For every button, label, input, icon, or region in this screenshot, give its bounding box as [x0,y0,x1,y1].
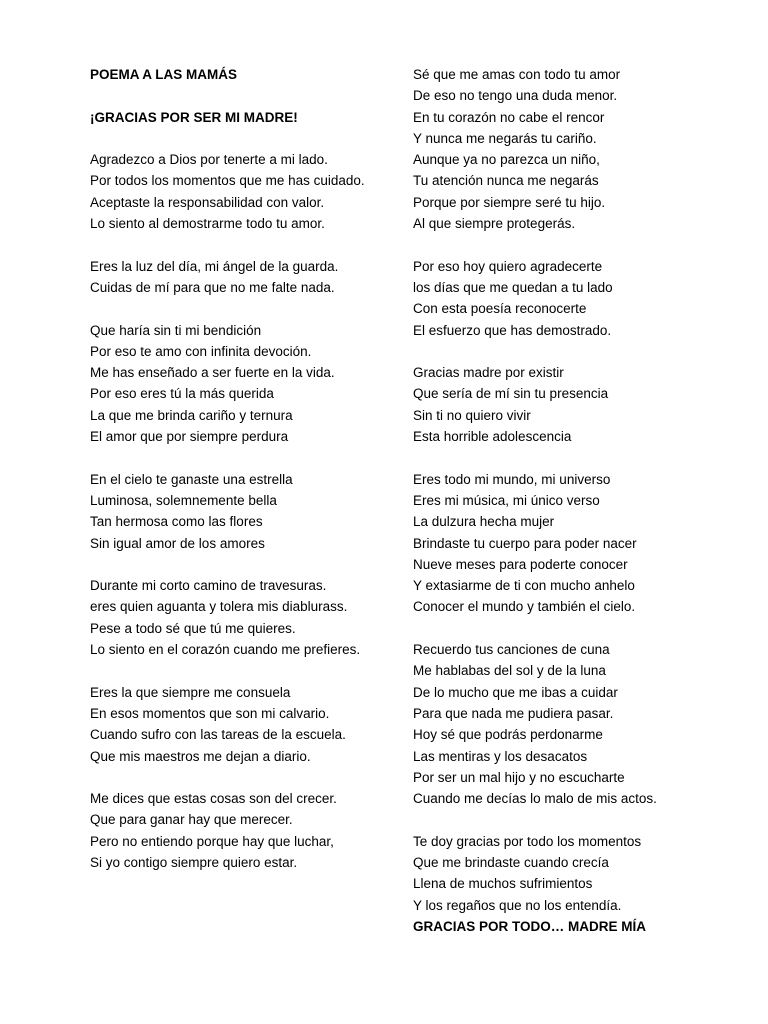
poem-line: En tu corazón no cabe el rencor [413,109,605,125]
poem-line: Durante mi corto camino de travesuras. [90,578,327,594]
poem-line: Cuando sufro con las tareas de la escuela. [90,727,346,743]
poem-line: Al que siempre protegerás. [413,216,576,232]
poem-line: Te doy gracias por todo los momentos [413,833,642,849]
poem-line: Por eso te amo con infinita devoción. [90,343,312,359]
poem-line: Que para ganar hay que merecer. [90,812,293,828]
stanza [90,682,400,767]
poem-line: Pero no entiendo porque hay que luchar, [90,833,334,849]
poem-line: Por eso eres tú la más querida [90,386,274,402]
poem-line: Y extasiarme de ti con mucho anhelo [413,578,635,594]
poem-line: Con esta poesía reconocerte [413,301,587,317]
poem-line: Agradezco a Dios por tenerte a mi lado. [90,152,328,168]
poem-line: Aceptaste la responsabilidad con valor. [90,194,325,210]
poem-line: Llena de muchos sufrimientos [413,876,593,892]
poem-line: Cuidas de mí para que no me falte nada. [90,279,335,295]
poem-line: Porque por siempre seré tu hijo. [413,194,606,210]
poem-subtitle: ¡GRACIAS POR SER MI MADRE! [90,109,298,125]
poem-line: Aunque ya no parezca un niño, [413,152,600,168]
poem-line: Que sería de mí sin tu presencia [413,386,609,402]
poem-line: De eso no tengo una duda menor. [413,88,618,104]
poem-line: Y nunca me negarás tu cariño. [413,130,597,146]
poem-line: Que haría sin ti mi bendición [90,322,262,338]
stanza [413,639,753,809]
poem-line: Hoy sé que podrás perdonarme [413,727,603,743]
poem-line: Las mentiras y los desacatos [413,748,588,764]
left-column [90,64,400,895]
poem-line: Que mis maestros me dejan a diario. [90,748,311,764]
poem-line: Sin ti no quiero vivir [413,407,531,423]
right-stanza-list [413,64,753,916]
poem-line: Que me brindaste cuando crecía [413,854,609,870]
poem-line: Si yo contigo siempre quiero estar. [90,854,298,870]
poem-line: El esfuerzo que has demostrado. [413,322,612,338]
poem-line: Cuando me decías lo malo de mis actos. [413,791,657,807]
left-stanza-list [90,149,400,873]
poem-line: Me has enseñado a ser fuerte en la vida. [90,365,335,381]
poem-line: Eres mi música, mi único verso [413,492,600,508]
poem-line: Tu atención nunca me negarás [413,173,599,189]
stanza [413,64,753,234]
stanza [90,788,400,873]
poem-line: La que me brinda cariño y ternura [90,407,293,423]
poem-line: Eres la que siempre me consuela [90,684,291,700]
poem-line: Gracias madre por existir [413,365,564,381]
poem-closing: GRACIAS POR TODO… MADRE MÍA [413,918,647,934]
poem-line: Eres la luz del día, mi ángel de la guarda. [90,258,339,274]
stanza [90,575,400,660]
poem-line: Me dices que estas cosas son del crecer. [90,791,337,807]
poem-line: Tan hermosa como las flores [90,514,263,530]
poem-line: En esos momentos que son mi calvario. [90,705,330,721]
right-column [413,64,753,937]
poem-line: Por ser un mal hijo y no escucharte [413,769,625,785]
poem-line: Recuerdo tus canciones de cuna [413,642,610,658]
poem-line: De lo mucho que me ibas a cuidar [413,684,618,700]
stanza [90,320,400,448]
stanza [413,362,753,447]
stanza [413,831,753,916]
poem-line: Esta horrible adolescencia [413,429,572,445]
poem-line: los días que me quedan a tu lado [413,279,613,295]
poem-line: Y los regaños que no los entendía. [413,897,622,913]
poem-line: Lo siento al demostrarme todo tu amor. [90,216,325,232]
stanza [90,469,400,554]
poem-line: Para que nada me pudiera pasar. [413,705,614,721]
poem-line: Brindaste tu cuerpo para poder nacer [413,535,637,551]
poem-line: Conocer el mundo y también el cielo. [413,599,636,615]
poem-line: La dulzura hecha mujer [413,514,555,530]
stanza [90,256,400,299]
poem-line: El amor que por siempre perdura [90,429,289,445]
poem-line: eres quien aguanta y tolera mis diablurass. [90,599,348,615]
poem-title: POEMA A LAS MAMÁS [90,67,237,82]
poem-line: En el cielo te ganaste una estrella [90,471,293,487]
poem-line: Luminosa, solemnemente bella [90,492,277,508]
poem-line: Por todos los momentos que me has cuidado. [90,173,365,189]
poem-line: Pese a todo sé que tú me quieres. [90,620,296,636]
poem-line: Lo siento en el corazón cuando me prefieres. [90,642,361,658]
poem-line: Sé que me amas con todo tu amor [413,67,621,82]
poem-line: Sin igual amor de los amores [90,535,265,551]
poem-line: Me hablabas del sol y de la luna [413,663,606,679]
stanza [413,256,753,341]
poem-line: Nueve meses para poderte conocer [413,556,628,572]
poem-line: Por eso hoy quiero agradecerte [413,258,603,274]
poem-line: Eres todo mi mundo, mi universo [413,471,611,487]
stanza [90,149,400,234]
stanza [413,469,753,618]
